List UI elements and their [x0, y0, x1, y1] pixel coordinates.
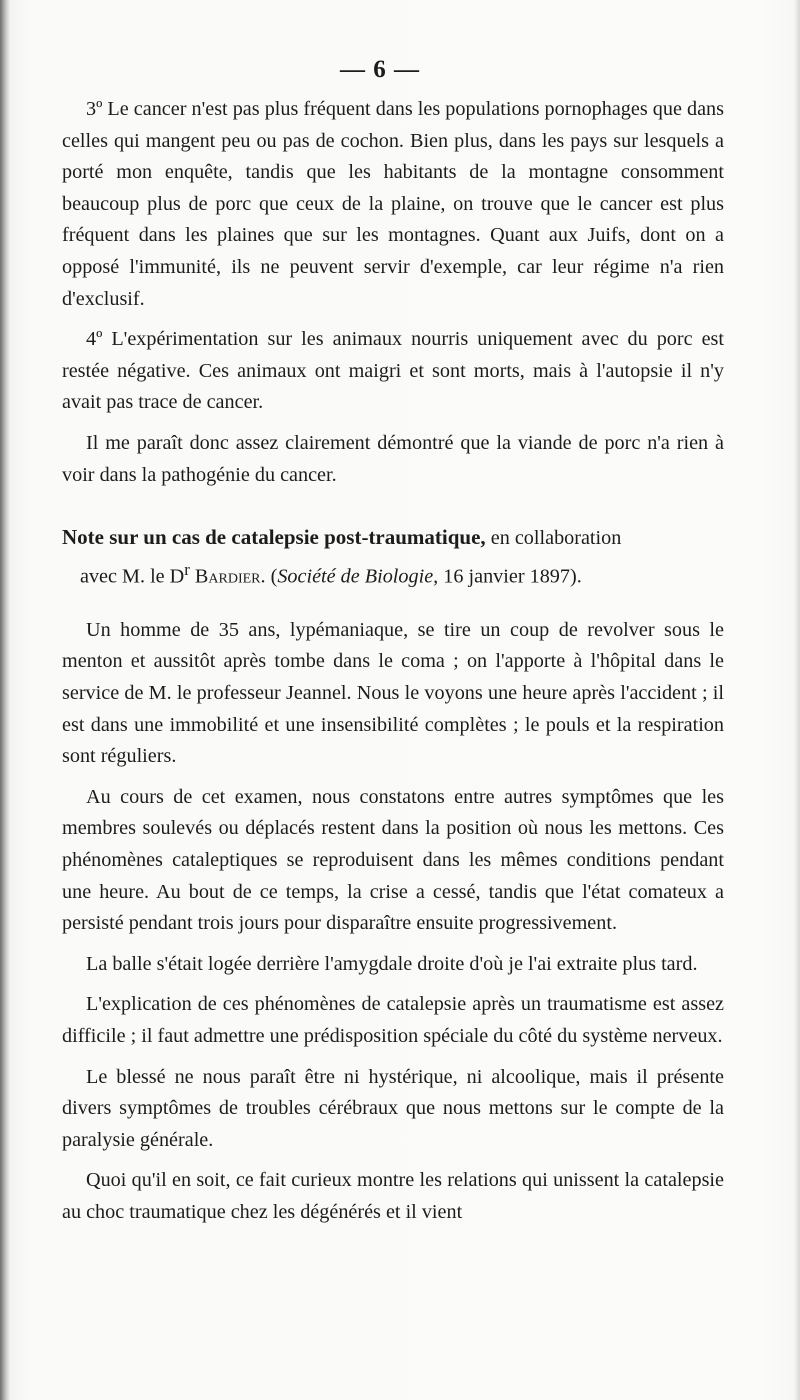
page-binding-shadow	[0, 0, 10, 1400]
note-title: Note sur un cas de catalepsie post-traumatique,	[62, 525, 486, 550]
paragraph-patient: Le blessé ne nous paraît être ni hystérique, ni alcoolique, mais il présente divers symptômes de troubles cérébraux que nous mettons sur le compte de la paralysie générale.	[62, 1065, 724, 1151]
paragraph-point-3: 3º Le cancer n'est pas plus fréquent dans les populations pornophages que dans celles qui mangent peu ou pas de cochon. Bien plus, dans les pays sur lesquels a porté mon enquête, tandis que les habitants de la montagne consomment beaucoup plus de porc que ceux de la plaine, on trouve que le cancer est plus fréquent dans les plaines que sur les montagnes. Quant aux Juifs, dont on a opposé l'immunité, ils ne peuvent servir d'exemple, car leur régime n'a rien d'exclusif.	[62, 98, 724, 310]
paragraph-examination: Au cours de cet examen, nous constatons entre autres symptômes que les membres soulevés ou déplacés restent dans la position où nous les mettons. Ces phénomènes cataleptiques se reproduisent dans les mêmes conditions pendant une heure. Au bout de ce temps, la crise a cessé, tandis que l'état comateux a persisté pendant trois jours pour disparaître ensuite progressivement.	[62, 785, 724, 935]
note-citation-line	[62, 554, 724, 593]
paragraph-bullet: La balle s'était logée derrière l'amygdale droite d'où je l'ai extraite plus tard.	[86, 952, 698, 975]
body-text	[62, 94, 724, 1235]
paragraph-explanation: L'explication de ces phénomènes de catalepsie après un traumatisme est assez difficile ; il faut admettre une prédisposition spéciale du côté du système nerveux.	[62, 993, 724, 1047]
note-date: 16 janvier 1897).	[438, 565, 582, 588]
paragraph-point-4: 4º L'expérimentation sur les animaux nourris uniquement avec du porc est restée négative. Ces animaux ont maigri et sont morts, mais à l'autopsie il n'y avait pas trace de cancer.	[62, 328, 724, 414]
note-heading	[62, 521, 724, 593]
note-open-paren: (	[265, 565, 278, 588]
page-edge-shadow	[794, 0, 800, 1400]
page-number: — 6 —	[340, 56, 420, 83]
paragraph-conclusion: Il me paraît donc assez clairement démontré que la viande de porc n'a rien à voir dans la pathogénie du cancer.	[62, 431, 724, 486]
paragraph-case: Un homme de 35 ans, lypémaniaque, se tire un coup de revolver sous le menton et aussitôt après tombe dans le coma ; on l'apporte à l'hôpital dans le service de M. le professeur Jeannel. Nous le voyons une heure après l'accident ; il est dans une immobilité et une insensibilité complètes ; le pouls et la respiration sont réguliers.	[62, 618, 724, 768]
note-author: Bardier.	[194, 565, 266, 588]
note-journal: Société de Biologie,	[277, 565, 439, 588]
note-author-prefix: avec M. le D	[80, 565, 185, 588]
paragraph-final: Quoi qu'il en soit, ce fait curieux montre les relations qui unissent la catalepsie au choc traumatique chez les dégénérés et il vient	[62, 1169, 724, 1223]
note-collaboration: en collaboration	[485, 527, 622, 550]
note-superscript: r	[184, 560, 190, 580]
